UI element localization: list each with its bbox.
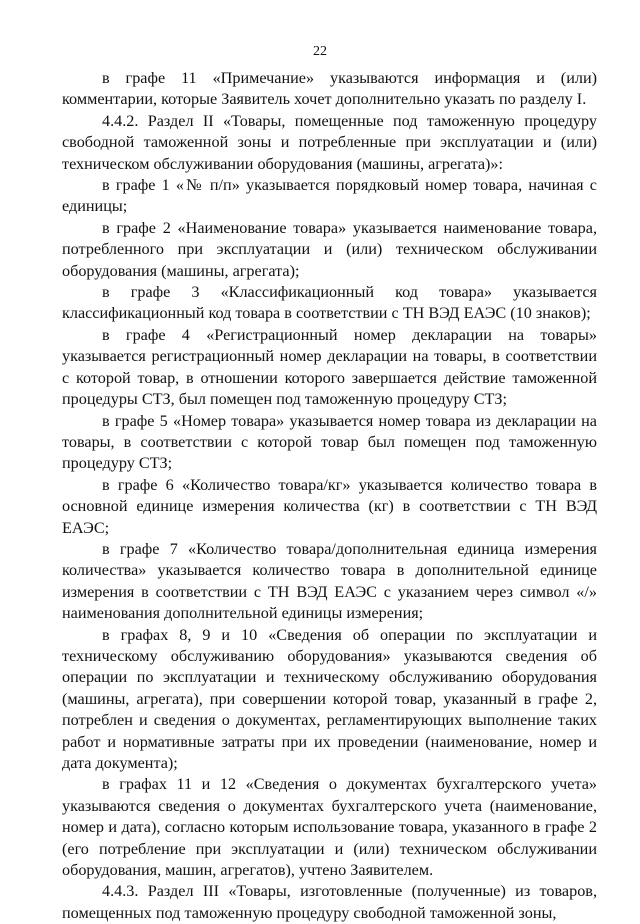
paragraph-column-1: в графе 1 «№ п/п» указывается порядковый номер товара, начиная с единицы; bbox=[62, 176, 597, 216]
document-body bbox=[62, 68, 597, 924]
paragraph-column-4: в графе 4 «Регистрационный номер декларации на товары» указывается регистрационный номер декларации на товары, в соответствии с которой товар, в отношении которого завершается действие таможенной процедуры СТЗ, был помещен под таможенную процедуру СТЗ; bbox=[62, 325, 597, 409]
paragraph-columns-8-10: в графах 8, 9 и 10 «Сведения об операции по эксплуатации и техническому обслуживанию оборудования» указываются сведения об операции по эксплуатации и техническому обслуживанию оборудования (машины, агрегата), при совершении которой товар, указанный в графе 2, потреблен и сведения о документах, регламентирующих выполнение таких работ и нормативные затраты при их проведении (наименование, номер и дата документа); bbox=[62, 625, 597, 772]
paragraph-section-3-heading: 4.4.3. Раздел III «Товары, изготовленные (полученные) из товаров, помещенных под таможенную процедуру свободной таможенной зоны, bbox=[62, 882, 597, 922]
paragraph-column-3: в графе 3 «Классификационный код товара» указывается классификационный код товара в соответствии с ТН ВЭД ЕАЭС (10 знаков); bbox=[62, 283, 597, 323]
paragraph-section-2-heading: 4.4.2. Раздел II «Товары, помещенные под таможенную процедуру свободной таможенной зоны и потребленные при эксплуатации и (или) техническом обслуживании оборудования (машины, агрегата)»: bbox=[62, 111, 597, 173]
paragraph-column-5: в графе 5 «Номер товара» указывается номер товара из декларации на товары, в соответствии с которой товар был помещен под таможенную процедуру СТЗ; bbox=[62, 411, 597, 473]
paragraph-column-2: в графе 2 «Наименование товара» указывается наименование товара, потребленного при эксплуатации и (или) техническом обслуживании оборудования (машины, агрегата); bbox=[62, 218, 597, 280]
paragraph-columns-11-12: в графах 11 и 12 «Сведения о документах бухгалтерского учета» указываются сведения о документах бухгалтерского учета (наименование, номер и дата), согласно которым использование товара, указанного в графе 2 (его потребление при эксплуатации и (или) техническом обслуживании оборудования, машин, агрегатов), учтено Заявителем. bbox=[62, 775, 597, 880]
paragraph-column-11-note: в графе 11 «Примечание» указываются информация и (или) комментарии, которые Заявитель хочет дополнительно указать по разделу I. bbox=[62, 69, 597, 109]
paragraph-column-6: в графе 6 «Количество товара/кг» указывается количество товара в основной единице измерения количества (кг) в соответствии с ТН ВЭД ЕАЭС; bbox=[62, 475, 597, 537]
page-number: 22 bbox=[313, 44, 327, 59]
paragraph-column-7: в графе 7 «Количество товара/дополнительная единица измерения количества» указывается количество товара в дополнительной единице измерения в соответствии с ТН ВЭД ЕАЭС с указанием через символ «/» наименования дополнительной единицы измерения; bbox=[62, 539, 597, 623]
